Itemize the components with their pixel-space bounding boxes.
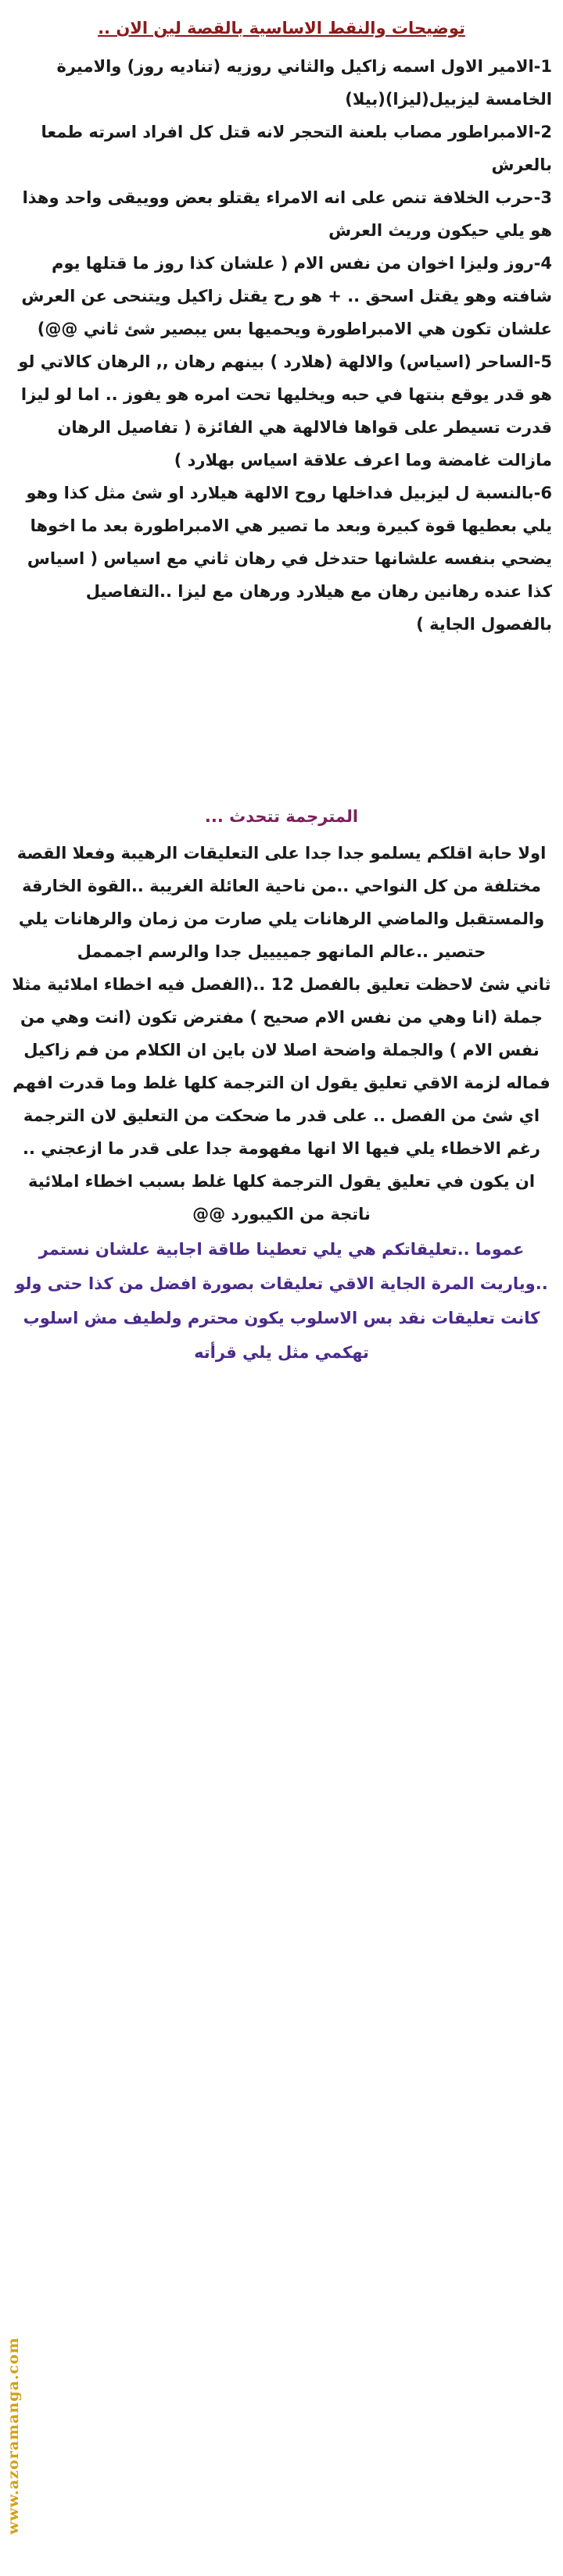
site-watermark <box>3 2301 23 2571</box>
note-item-3: 3-حرب الخلافة تنص على انه الامراء يقتلو بعض ووييقى واحد وهذا هو يلي حيكون وريث العرش <box>22 188 552 240</box>
note-item-6: 6-بالنسبة ل ليزبيل فداخلها روح الالهة هيلارد او شئ مثل كذا وهو يلي بعطيها قوة كبيرة وبعد ما تصير هي الامبراطورة بعد ما اخوها يضحي بنفسه علشانها حتدخل في رهان ثاني مع اسياس ( اسياس كذا عنده رهانين رهان مع هيلارد ورهان مع ليزا ..التفاصيل بالفصول الجاية ) <box>26 484 552 634</box>
notes-title: توضيحات والنقط الاساسية بالقصة لين الان .. <box>98 19 465 38</box>
notes-section <box>11 14 552 641</box>
translator-title: المترجمة تتحدث ... <box>204 807 359 826</box>
translator-closing: عموما ..تعليقاتكم هي يلي تعطينا طاقة اجابية علشان نستمر ..وياريت المرة الجاية الاقي تعليقات بصورة افضل من كذا حتى ولو كانت تعليقات نقد بس الاسلوب يكون محترم ولطيف مش اسلوب تهكمي مثل يلي قرأته <box>15 1240 548 1362</box>
note-item-5: 5-الساحر (اسياس) والالهة (هلارد ) بينهم رهان ,, الرهان كالاتي لو هو قدر يوقع بنتها في حبه ويخليها تحت امره هو يفوز .. اما لو ليزا قدرت تسيطر على قواها فالالهة هي الفائزة ( تفاصيل الرهان مازالت غامضة وما اعرف علاقة اسياس بهلارد ) <box>18 352 552 470</box>
note-item-2: 2-الامبراطور مصاب بلعنة التحجر لانه قتل كل افراد اسرته طمعا بالعرش <box>41 123 552 174</box>
translator-paragraph-1: اولا حابة اقلكم يسلمو جدا جدا على التعليقات الرهيبة وفعلا القصة مختلفة من كل النواحي ..من ناحية العائلة الغريبة ..القوة الخارقة والمستقبل والماضي الرهانات يلي صارت من زمان والرهانات يلي حتصير ..عالم المانهو جمييييل جدا والرسم اجمممل <box>16 844 547 961</box>
note-item-4: 4-روز وليزا اخوان من نفس الام ( علشان كذا روز ما قتلها يوم شافته وهو يقتل اسحق .. + هو رح يقتل زاكيل ويتنحى عن العرش علشان تكون هي الامبراطورة ويحميها بس يبصير شئ ثاني @@) <box>21 254 552 338</box>
translator-paragraph-2: ثاني شئ لاحظت تعليق بالفصل 12 ..(الفصل فيه اخطاء املائية مثلا جملة (انا وهي من نفس الام صحيح ) مفترض تكون (انت وهي من نفس الام ) والجملة واضحة اصلا لان باين ان الكلام من فم زاكيل فماله لزمة الاقي تعليق يقول ان الترجمة كلها غلط وما قدرت افهم اي شئ من الفصل .. على قدر ما ضحكت من التعليق لان الترجمة رغم الاخطاء يلي فيها الا انها مفهومة جدا على قدر ما ازعجني .. ان يكون في تعليق يقول الترجمة كلها غلط بسبب اخطاء املائية ناتجة من الكيبورد @@ <box>12 975 551 1224</box>
translator-section <box>11 801 552 1370</box>
note-item-1: 1-الامير الاول اسمه زاكيل والثاني روزيه (تناديه روز) والاميرة الخامسة ليزبيل(ليزا)(بيلا) <box>56 57 552 109</box>
watermark-text: www.azoramanga.com <box>5 2337 22 2535</box>
